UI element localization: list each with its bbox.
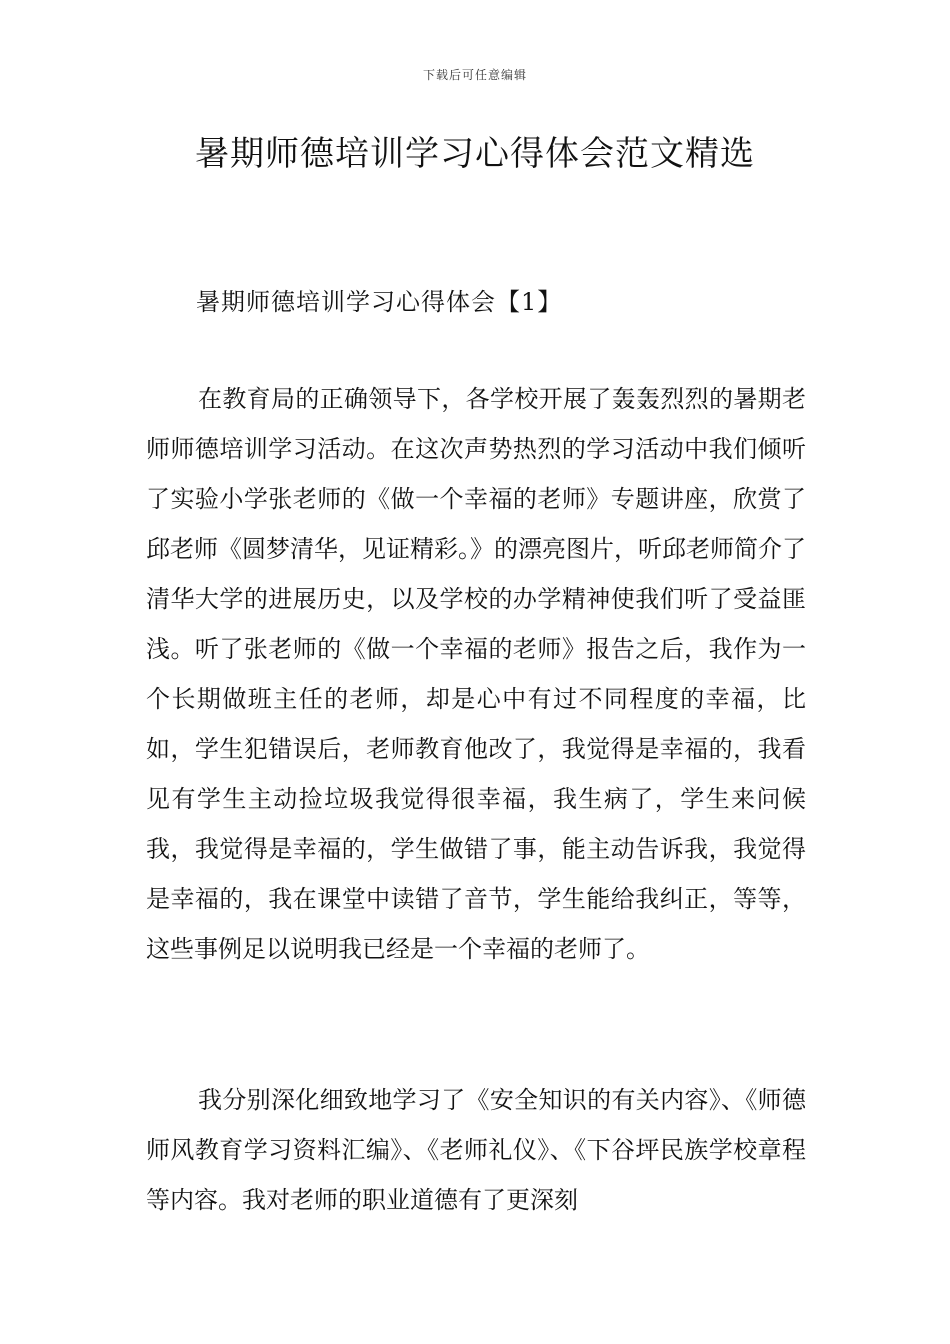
header-note: 下载后可任意编辑 bbox=[422, 68, 527, 82]
body-paragraph: 我分别深化细致地学习了《安全知识的有关内容》、《师德师风教育学习资料汇编》、《老师礼仪》、《下谷坪民族学校章程等内容。我对老师的职业道德有了更深刻 bbox=[146, 1086, 806, 1214]
section-heading: 暑期师德培训学习心得体会【1】 bbox=[196, 288, 563, 316]
body-paragraph: 在教育局的正确领导下，各学校开展了轰轰烈烈的暑期老师师德培训学习活动。在这次声势热烈的学习活动中我们倾听了实验小学张老师的《做一个幸福的老师》专题讲座，欣赏了邱老师《圆梦清华，见证精彩。》的漂亮图片，听邱老师简介了清华大学的进展历史，以及学校的办学精神使我们听了受益匪浅。听了张老师的《做一个幸福的老师》报告之后，我作为一个长期做班主任的老师，却是心中有过不同程度的幸福，比如，学生犯错误后，老师教育他改了，我觉得是幸福的，我看见有学生主动捡垃圾我觉得很幸福，我生病了，学生来问候我，我觉得是幸福的，学生做错了事，能主动告诉我，我觉得是幸福的，我在课堂中读错了音节，学生能给我纠正，等等，这些事例足以说明我已经是一个幸福的老师了。 bbox=[146, 385, 806, 963]
document-title: 暑期师德培训学习心得体会范文精选 bbox=[195, 134, 755, 174]
